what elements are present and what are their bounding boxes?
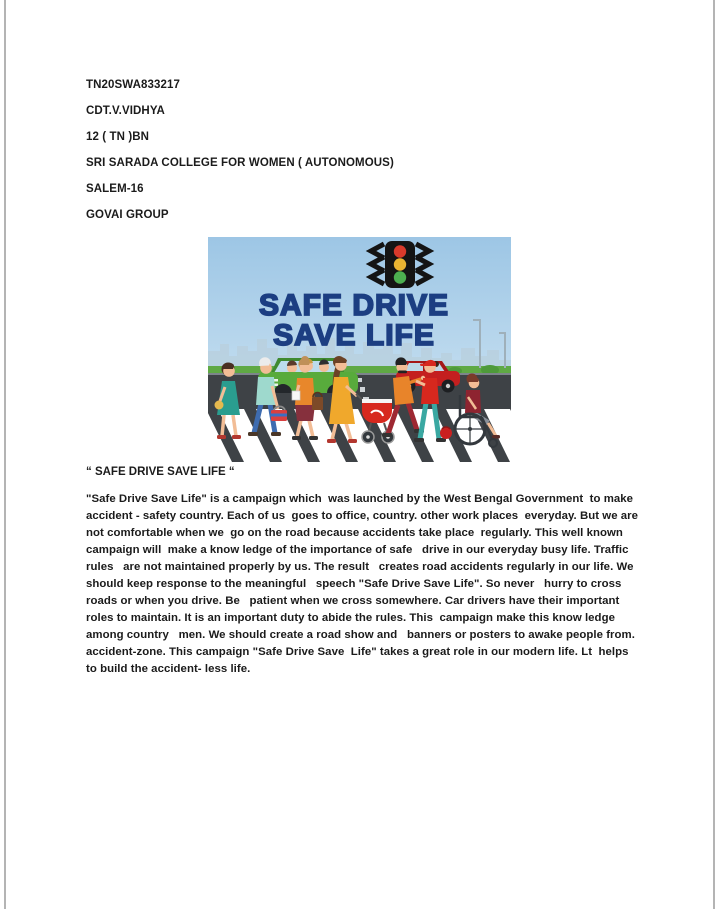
header-line-register-number: TN20SWA833217	[86, 79, 180, 91]
poster-title-line1: SAFE DRIVE	[258, 289, 450, 322]
header-line-group: GOVAI GROUP	[86, 209, 169, 221]
header-line-city: SALEM-16	[86, 183, 144, 195]
poster-image	[208, 237, 511, 462]
safe-drive-save-life-poster	[208, 237, 511, 462]
grass-strip	[208, 366, 511, 374]
page-left-border	[4, 0, 6, 909]
header-line-cadet-name: CDT.V.VIDHYA	[86, 105, 165, 117]
body-paragraph: "Safe Drive Save Life" is a campaign which was launched by the West Bengal Government to make accident - safety country. Each of us goes to office, country. other work places everyday. But we are not comfortable when we go on the road because accidents take place regularly. This well known campaign will make a know ledge of the importance of safe drive in our everyday busy life. Traffic rules are not maintained properly by us. The result creates road accidents regularly in our life. We should keep response to the meaningful speech "Safe Drive Save Life". So never hurry to cross roads or when you drive. Be patient when we cross somewhere. Car drivers have their important roles to maintain. It is an important duty to abide the rules. This campaign make this know ledge among country men. We should create a road show and banners or posters to awake people from. accident-zone. This campaign "Safe Drive Save Life" takes a great role in our modern life. Lt helps to build the accident- less life.	[86, 493, 642, 675]
document-header	[86, 72, 394, 228]
header-line-battalion: 12 ( TN )BN	[86, 131, 150, 143]
poster-title	[259, 289, 449, 352]
poster-title-line2: SAVE LIFE	[273, 319, 435, 352]
curb-line	[208, 373, 511, 375]
section-heading: “ SAFE DRIVE SAVE LIFE “	[86, 466, 235, 478]
header-line-college: SRI SARADA COLLEGE FOR WOMEN ( AUTONOMOUS)	[86, 157, 394, 169]
page-right-border	[713, 0, 715, 909]
